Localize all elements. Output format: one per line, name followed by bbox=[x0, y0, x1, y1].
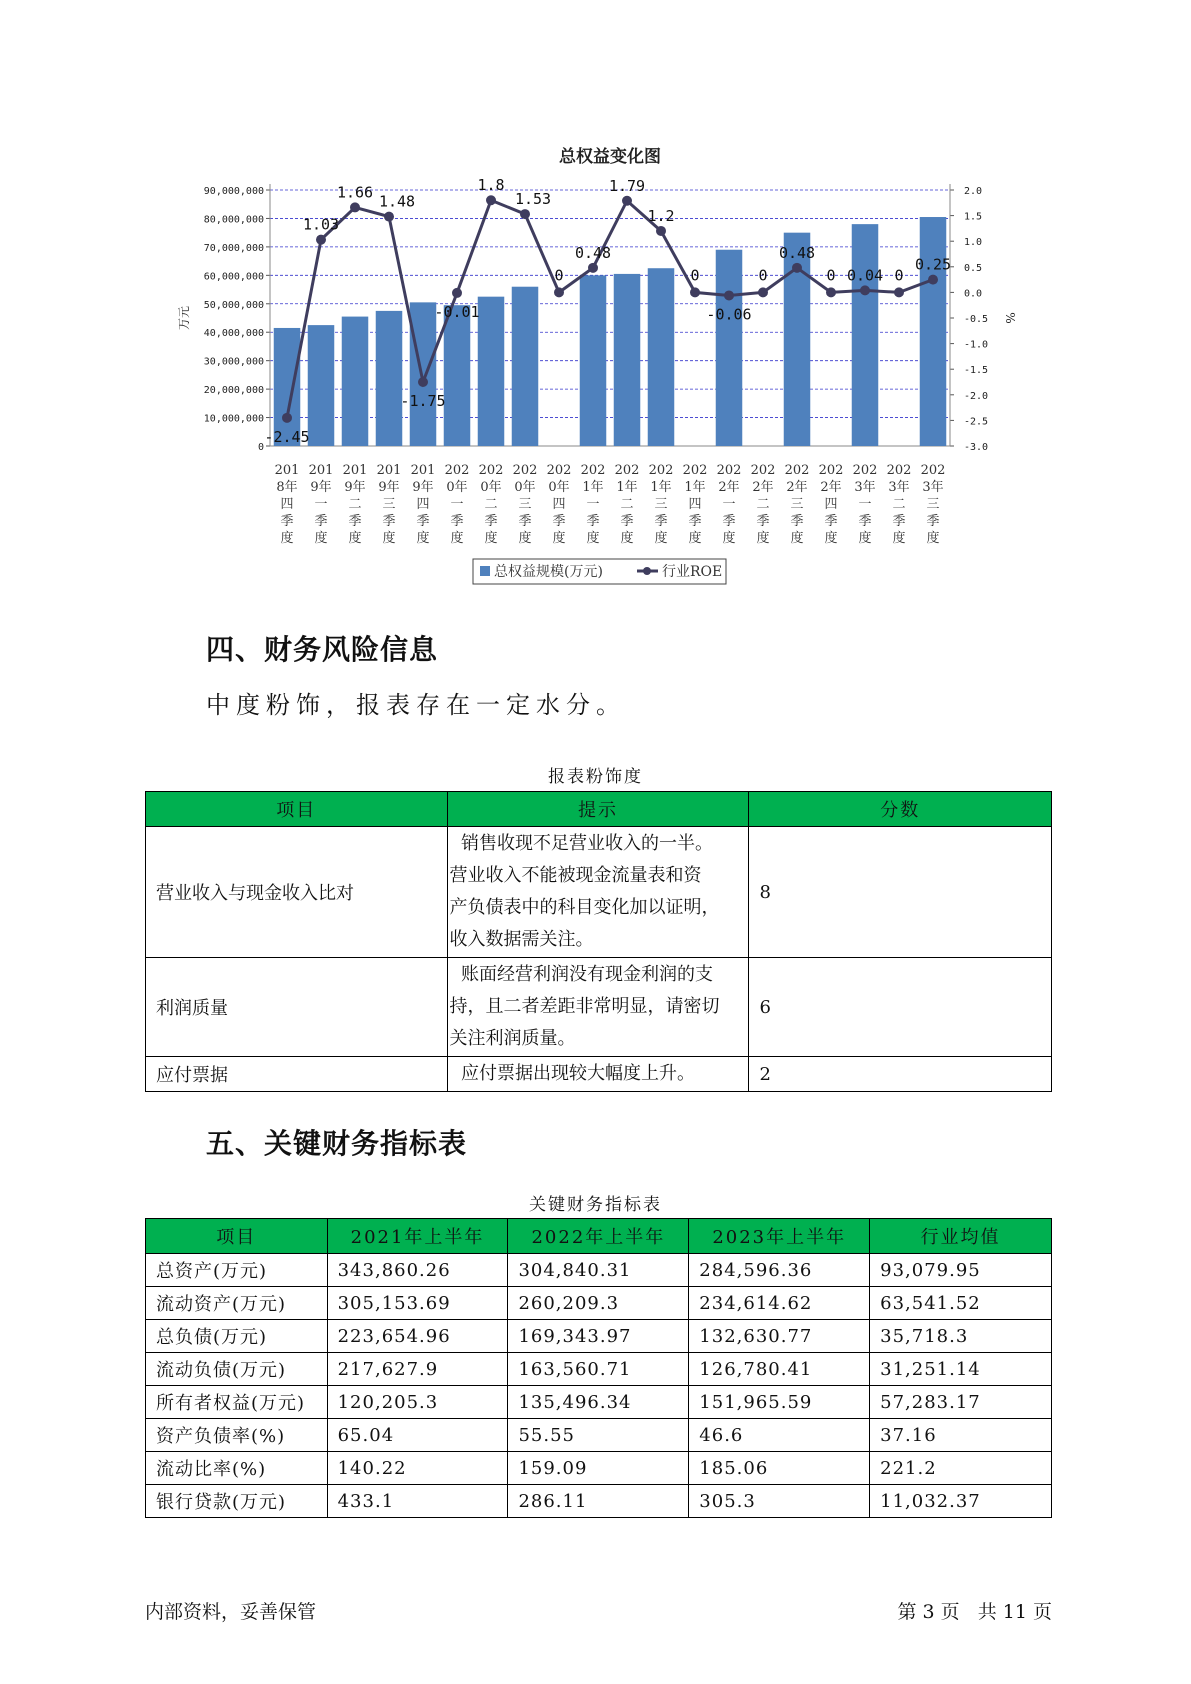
x-tick-label: 三 bbox=[518, 497, 532, 512]
x-tick-label: 度 bbox=[484, 531, 498, 546]
x-tick-label: 0年 bbox=[548, 480, 570, 495]
roe-point bbox=[860, 285, 870, 295]
table-row bbox=[146, 958, 1052, 1057]
x-tick-label: 度 bbox=[620, 531, 634, 546]
kpi-value: 135,496.34 bbox=[508, 1386, 689, 1419]
y-left-tick-label: 0 bbox=[257, 442, 264, 453]
bar bbox=[614, 274, 641, 446]
x-tick-label: 3年 bbox=[888, 480, 910, 495]
x-tick-label: 度 bbox=[654, 531, 668, 546]
kpi-value: 46.6 bbox=[689, 1419, 870, 1452]
y-right-tick-label: -3.0 bbox=[964, 442, 989, 453]
bar bbox=[410, 302, 437, 446]
table-row bbox=[146, 1287, 1052, 1320]
roe-point bbox=[316, 235, 326, 245]
kpi-label: 流动负债(万元) bbox=[146, 1353, 328, 1386]
kpi-value: 35,718.3 bbox=[870, 1320, 1052, 1353]
roe-point bbox=[282, 413, 292, 423]
risk-tip-line: 收入数据需关注。 bbox=[449, 929, 594, 950]
x-tick-label: 度 bbox=[280, 531, 294, 546]
x-tick-label: 2年 bbox=[786, 480, 808, 495]
x-tick-label: 度 bbox=[722, 531, 736, 546]
kpi-value: 151,965.59 bbox=[689, 1386, 870, 1419]
y-left-tick-label: 80,000,000 bbox=[203, 214, 264, 226]
table-row bbox=[146, 1254, 1052, 1287]
y-left-tick-label: 70,000,000 bbox=[203, 242, 264, 254]
x-tick-label: 度 bbox=[348, 531, 362, 546]
x-tick-label: 度 bbox=[382, 531, 396, 546]
x-tick-label: 202 bbox=[682, 463, 708, 478]
x-tick-label: 9年 bbox=[310, 480, 332, 495]
kpi-value: 223,654.96 bbox=[327, 1320, 508, 1353]
kpi-value: 260,209.3 bbox=[508, 1287, 689, 1320]
x-tick-label: 季 bbox=[824, 514, 838, 529]
kpi-value: 286.11 bbox=[508, 1485, 689, 1518]
roe-data-label: 1.48 bbox=[378, 192, 416, 211]
kpi-label: 总资产(万元) bbox=[146, 1254, 328, 1287]
x-tick-label: 202 bbox=[750, 463, 776, 478]
kpi-header: 行业均值 bbox=[870, 1219, 1052, 1254]
x-tick-label: 度 bbox=[586, 531, 600, 546]
risk-tip bbox=[447, 958, 749, 1057]
roe-data-label: 0.48 bbox=[574, 243, 612, 262]
x-tick-label: 2年 bbox=[752, 480, 774, 495]
section5-heading: 五、关键财务指标表 bbox=[206, 1127, 468, 1160]
y-left-tick-label: 60,000,000 bbox=[203, 271, 264, 283]
x-tick-label: 季 bbox=[790, 514, 804, 529]
roe-point bbox=[894, 287, 904, 297]
x-tick-label: 1年 bbox=[684, 480, 706, 495]
table-row bbox=[146, 1485, 1052, 1518]
risk-item: 利润质量 bbox=[146, 958, 448, 1057]
risk-summary: 中度粉饰，报表存在一定水分。 bbox=[206, 691, 626, 719]
y-left-tick-label: 90,000,000 bbox=[203, 186, 264, 197]
risk-score: 6 bbox=[749, 958, 1052, 1057]
roe-data-label: 0.04 bbox=[846, 266, 884, 285]
roe-data-label: 0 bbox=[554, 266, 564, 285]
x-tick-label: 2年 bbox=[718, 480, 740, 495]
legend-line-label: 行业ROE bbox=[662, 564, 723, 580]
x-tick-label: 0年 bbox=[446, 480, 468, 495]
bar bbox=[512, 287, 539, 446]
x-tick-label: 202 bbox=[648, 463, 674, 478]
kpi-value: 284,596.36 bbox=[689, 1254, 870, 1287]
header-tip: 提示 bbox=[447, 792, 749, 827]
risk-tip-line: 关注利润质量。 bbox=[449, 1028, 576, 1049]
x-tick-label: 季 bbox=[688, 514, 702, 529]
x-tick-label: 202 bbox=[886, 463, 912, 478]
bar bbox=[716, 250, 743, 446]
x-tick-label: 度 bbox=[824, 531, 838, 546]
kpi-label: 银行贷款(万元) bbox=[146, 1485, 328, 1518]
kpi-label: 流动比率(%) bbox=[146, 1452, 328, 1485]
x-tick-label: 季 bbox=[586, 514, 600, 529]
table-row bbox=[146, 1419, 1052, 1452]
y-left-tick-label: 40,000,000 bbox=[203, 328, 264, 340]
x-tick-label: 四 bbox=[552, 497, 566, 512]
kpi-value: 433.1 bbox=[327, 1485, 508, 1518]
x-tick-label: 季 bbox=[484, 514, 498, 529]
roe-point bbox=[418, 377, 428, 387]
risk-tip-line: 产负债表中的科目变化加以证明， bbox=[449, 897, 720, 918]
roe-data-label: -1.75 bbox=[400, 392, 446, 410]
kpi-value: 65.04 bbox=[327, 1419, 508, 1452]
risk-item: 应付票据 bbox=[146, 1057, 448, 1092]
roe-data-label: 1.2 bbox=[647, 206, 675, 225]
x-tick-label: 202 bbox=[546, 463, 572, 478]
legend-bar-swatch bbox=[480, 566, 490, 576]
y-right-tick-label: -1.0 bbox=[964, 339, 989, 351]
risk-tip-line: 销售收现不足营业收入的一半。 bbox=[449, 833, 713, 854]
y-right-label: % bbox=[1003, 312, 1017, 324]
y-right-tick-label: 1.0 bbox=[964, 237, 983, 249]
chart-title: 总权益变化图 bbox=[559, 147, 661, 167]
x-tick-label: 一 bbox=[450, 497, 464, 512]
kpi-value: 11,032.37 bbox=[870, 1485, 1052, 1518]
x-tick-label: 季 bbox=[314, 514, 328, 529]
roe-point bbox=[792, 263, 802, 273]
x-tick-label: 202 bbox=[444, 463, 470, 478]
x-tick-label: 季 bbox=[892, 514, 906, 529]
footer-page: 第 3 页 共 11 页 bbox=[897, 1601, 1052, 1623]
roe-point bbox=[520, 209, 530, 219]
roe-point bbox=[554, 287, 564, 297]
kpi-value: 185.06 bbox=[689, 1452, 870, 1485]
bar bbox=[308, 325, 335, 446]
x-tick-label: 一 bbox=[586, 497, 600, 512]
risk-tip-line: 账面经营利润没有现金利润的支 bbox=[449, 964, 713, 985]
x-tick-label: 一 bbox=[722, 497, 736, 512]
x-tick-label: 201 bbox=[376, 463, 402, 478]
table-row bbox=[146, 1353, 1052, 1386]
y-left-tick-label: 50,000,000 bbox=[203, 299, 264, 311]
kpi-header: 2021年上半年 bbox=[327, 1219, 508, 1254]
x-tick-label: 0年 bbox=[480, 480, 502, 495]
bar bbox=[376, 311, 403, 446]
kpi-value: 31,251.14 bbox=[870, 1353, 1052, 1386]
header-score: 分数 bbox=[749, 792, 1052, 827]
table-row bbox=[146, 1386, 1052, 1419]
bar bbox=[920, 217, 947, 446]
x-tick-label: 四 bbox=[280, 497, 294, 512]
roe-data-label: -0.06 bbox=[706, 305, 752, 324]
bar bbox=[648, 268, 675, 446]
kpi-value: 163,560.71 bbox=[508, 1353, 689, 1386]
kpi-value: 234,614.62 bbox=[689, 1287, 870, 1320]
kpi-table bbox=[145, 1218, 1052, 1518]
roe-point bbox=[588, 263, 598, 273]
x-tick-label: 三 bbox=[790, 497, 804, 512]
x-tick-label: 三 bbox=[382, 497, 396, 512]
kpi-value: 120,205.3 bbox=[327, 1386, 508, 1419]
x-tick-label: 度 bbox=[790, 531, 804, 546]
roe-point bbox=[452, 288, 462, 298]
kpi-value: 305,153.69 bbox=[327, 1287, 508, 1320]
kpi-value: 343,860.26 bbox=[327, 1254, 508, 1287]
x-tick-label: 度 bbox=[314, 531, 328, 546]
kpi-value: 305.3 bbox=[689, 1485, 870, 1518]
kpi-value: 304,840.31 bbox=[508, 1254, 689, 1287]
x-tick-label: 度 bbox=[688, 531, 702, 546]
x-tick-label: 四 bbox=[824, 497, 838, 512]
kpi-value: 63,541.52 bbox=[870, 1287, 1052, 1320]
risk-score: 2 bbox=[749, 1057, 1052, 1092]
y-right-tick-label: -1.5 bbox=[964, 365, 989, 377]
x-tick-label: 度 bbox=[892, 531, 906, 546]
roe-point bbox=[758, 287, 768, 297]
x-tick-label: 季 bbox=[654, 514, 668, 529]
kpi-table-header bbox=[146, 1219, 1052, 1254]
y-right-tick-label: 2.0 bbox=[964, 186, 983, 197]
roe-data-label: -2.45 bbox=[264, 427, 310, 446]
risk-tip bbox=[447, 1057, 749, 1092]
x-tick-label: 202 bbox=[614, 463, 640, 478]
y-right-tick-label: 0.0 bbox=[964, 288, 983, 300]
roe-point bbox=[384, 212, 394, 222]
kpi-value: 126,780.41 bbox=[689, 1353, 870, 1386]
x-tick-label: 二 bbox=[348, 497, 362, 512]
x-tick-label: 季 bbox=[756, 514, 770, 529]
x-tick-label: 四 bbox=[416, 497, 430, 512]
x-tick-label: 季 bbox=[722, 514, 736, 529]
roe-point bbox=[622, 196, 632, 206]
risk-table-header bbox=[146, 792, 1052, 827]
kpi-label: 流动资产(万元) bbox=[146, 1287, 328, 1320]
x-tick-label: 9年 bbox=[378, 480, 400, 495]
risk-tip-line: 持，且二者差距非常明显，请密切 bbox=[449, 996, 720, 1017]
risk-score: 8 bbox=[749, 827, 1052, 958]
kpi-label: 总负债(万元) bbox=[146, 1320, 328, 1353]
kpi-header: 项目 bbox=[146, 1219, 328, 1254]
roe-point bbox=[656, 226, 666, 236]
roe-point bbox=[724, 290, 734, 300]
x-tick-label: 9年 bbox=[412, 480, 434, 495]
roe-data-label: 1.8 bbox=[477, 176, 505, 195]
roe-data-label: 1.66 bbox=[336, 183, 374, 202]
y-right-tick-label: -2.0 bbox=[964, 390, 989, 402]
kpi-value: 217,627.9 bbox=[327, 1353, 508, 1386]
roe-data-label: 0.48 bbox=[778, 243, 816, 262]
bar bbox=[852, 224, 879, 446]
risk-tip-line: 营业收入不能被现金流量表和资 bbox=[449, 865, 702, 886]
roe-data-label: 0 bbox=[758, 266, 768, 285]
x-tick-label: 201 bbox=[410, 463, 436, 478]
x-tick-label: 202 bbox=[818, 463, 844, 478]
legend-line-marker bbox=[643, 567, 651, 575]
risk-table bbox=[145, 791, 1052, 1092]
x-tick-label: 二 bbox=[620, 497, 634, 512]
x-tick-label: 202 bbox=[478, 463, 504, 478]
kpi-header: 2023年上半年 bbox=[689, 1219, 870, 1254]
legend-bar-label: 总权益规模(万元) bbox=[494, 564, 603, 580]
x-tick-label: 3年 bbox=[922, 480, 944, 495]
x-tick-label: 季 bbox=[382, 514, 396, 529]
x-tick-label: 三 bbox=[654, 497, 668, 512]
x-tick-label: 季 bbox=[858, 514, 872, 529]
bar bbox=[478, 297, 505, 446]
x-tick-label: 季 bbox=[926, 514, 940, 529]
x-tick-label: 8年 bbox=[276, 480, 298, 495]
roe-point bbox=[690, 287, 700, 297]
roe-point bbox=[350, 202, 360, 212]
x-tick-label: 度 bbox=[518, 531, 532, 546]
y-left-label: 万元 bbox=[177, 305, 191, 331]
x-tick-label: 季 bbox=[518, 514, 532, 529]
y-left-tick-label: 30,000,000 bbox=[203, 356, 264, 368]
x-tick-label: 季 bbox=[552, 514, 566, 529]
risk-tip-line: 应付票据出现较大幅度上升。 bbox=[449, 1063, 695, 1084]
kpi-header: 2022年上半年 bbox=[508, 1219, 689, 1254]
roe-data-label: 1.03 bbox=[302, 215, 340, 234]
x-tick-label: 季 bbox=[348, 514, 362, 529]
x-tick-label: 度 bbox=[552, 531, 566, 546]
risk-item: 营业收入与现金收入比对 bbox=[146, 827, 448, 958]
x-tick-label: 202 bbox=[580, 463, 606, 478]
kpi-value: 169,343.97 bbox=[508, 1320, 689, 1353]
roe-point bbox=[486, 195, 496, 205]
bar bbox=[580, 275, 607, 446]
roe-point bbox=[826, 287, 836, 297]
x-tick-label: 202 bbox=[784, 463, 810, 478]
x-tick-label: 0年 bbox=[514, 480, 536, 495]
kpi-value: 93,079.95 bbox=[870, 1254, 1052, 1287]
x-tick-label: 202 bbox=[852, 463, 878, 478]
x-tick-label: 二 bbox=[892, 497, 906, 512]
x-tick-label: 季 bbox=[450, 514, 464, 529]
y-left-tick-label: 10,000,000 bbox=[203, 413, 264, 425]
y-right-tick-label: -0.5 bbox=[964, 314, 989, 325]
x-tick-label: 1年 bbox=[616, 480, 638, 495]
x-tick-label: 1年 bbox=[650, 480, 672, 495]
x-tick-label: 202 bbox=[920, 463, 946, 478]
roe-data-label: -0.01 bbox=[434, 302, 480, 321]
x-tick-label: 202 bbox=[512, 463, 538, 478]
x-tick-label: 3年 bbox=[854, 480, 876, 495]
y-left-tick-label: 20,000,000 bbox=[203, 385, 264, 397]
risk-table-caption: 报表粉饰度 bbox=[548, 767, 643, 787]
x-tick-label: 二 bbox=[484, 497, 498, 512]
x-tick-label: 二 bbox=[756, 497, 770, 512]
bar bbox=[444, 305, 471, 446]
bar bbox=[342, 317, 369, 446]
kpi-value: 37.16 bbox=[870, 1419, 1052, 1452]
kpi-value: 140.22 bbox=[327, 1452, 508, 1485]
x-tick-label: 度 bbox=[450, 531, 464, 546]
equity-chart bbox=[0, 0, 1191, 600]
y-right-tick-label: -2.5 bbox=[964, 416, 989, 428]
x-tick-label: 201 bbox=[308, 463, 334, 478]
table-row bbox=[146, 1320, 1052, 1353]
roe-data-label: 0 bbox=[826, 266, 836, 285]
section4-heading: 四、财务风险信息 bbox=[206, 633, 439, 666]
table-row bbox=[146, 827, 1052, 958]
y-right-tick-label: 0.5 bbox=[964, 262, 983, 274]
kpi-label: 所有者权益(万元) bbox=[146, 1386, 328, 1419]
x-tick-label: 季 bbox=[416, 514, 430, 529]
x-tick-label: 2年 bbox=[820, 480, 842, 495]
y-right-tick-label: 1.5 bbox=[964, 211, 983, 223]
x-tick-label: 202 bbox=[716, 463, 742, 478]
x-tick-label: 三 bbox=[926, 497, 940, 512]
x-tick-label: 9年 bbox=[344, 480, 366, 495]
roe-data-label: 0 bbox=[690, 266, 700, 285]
x-tick-label: 季 bbox=[280, 514, 294, 529]
x-tick-label: 度 bbox=[926, 531, 940, 546]
x-tick-label: 201 bbox=[274, 463, 300, 478]
kpi-value: 57,283.17 bbox=[870, 1386, 1052, 1419]
roe-data-label: 0.25 bbox=[914, 255, 952, 274]
kpi-value: 221.2 bbox=[870, 1452, 1052, 1485]
kpi-table-caption: 关键财务指标表 bbox=[529, 1195, 662, 1215]
x-tick-label: 季 bbox=[620, 514, 634, 529]
x-tick-label: 一 bbox=[314, 497, 328, 512]
kpi-label: 资产负债率(%) bbox=[146, 1419, 328, 1452]
footer-left: 内部资料，妥善保管 bbox=[145, 1601, 317, 1623]
kpi-value: 55.55 bbox=[508, 1419, 689, 1452]
x-tick-label: 201 bbox=[342, 463, 368, 478]
header-item: 项目 bbox=[146, 792, 448, 827]
x-tick-label: 度 bbox=[416, 531, 430, 546]
table-row bbox=[146, 1057, 1052, 1092]
roe-point bbox=[928, 275, 938, 285]
roe-data-label: 1.53 bbox=[514, 190, 552, 209]
roe-data-label: 1.79 bbox=[608, 176, 646, 195]
equity-chart-svg bbox=[0, 0, 1191, 600]
risk-tip bbox=[447, 827, 749, 958]
x-tick-label: 一 bbox=[858, 497, 872, 512]
kpi-value: 132,630.77 bbox=[689, 1320, 870, 1353]
roe-data-label: 0 bbox=[894, 266, 904, 285]
table-row bbox=[146, 1452, 1052, 1485]
x-tick-label: 度 bbox=[756, 531, 770, 546]
x-tick-label: 四 bbox=[688, 497, 702, 512]
x-tick-label: 1年 bbox=[582, 480, 604, 495]
kpi-value: 159.09 bbox=[508, 1452, 689, 1485]
x-tick-label: 度 bbox=[858, 531, 872, 546]
